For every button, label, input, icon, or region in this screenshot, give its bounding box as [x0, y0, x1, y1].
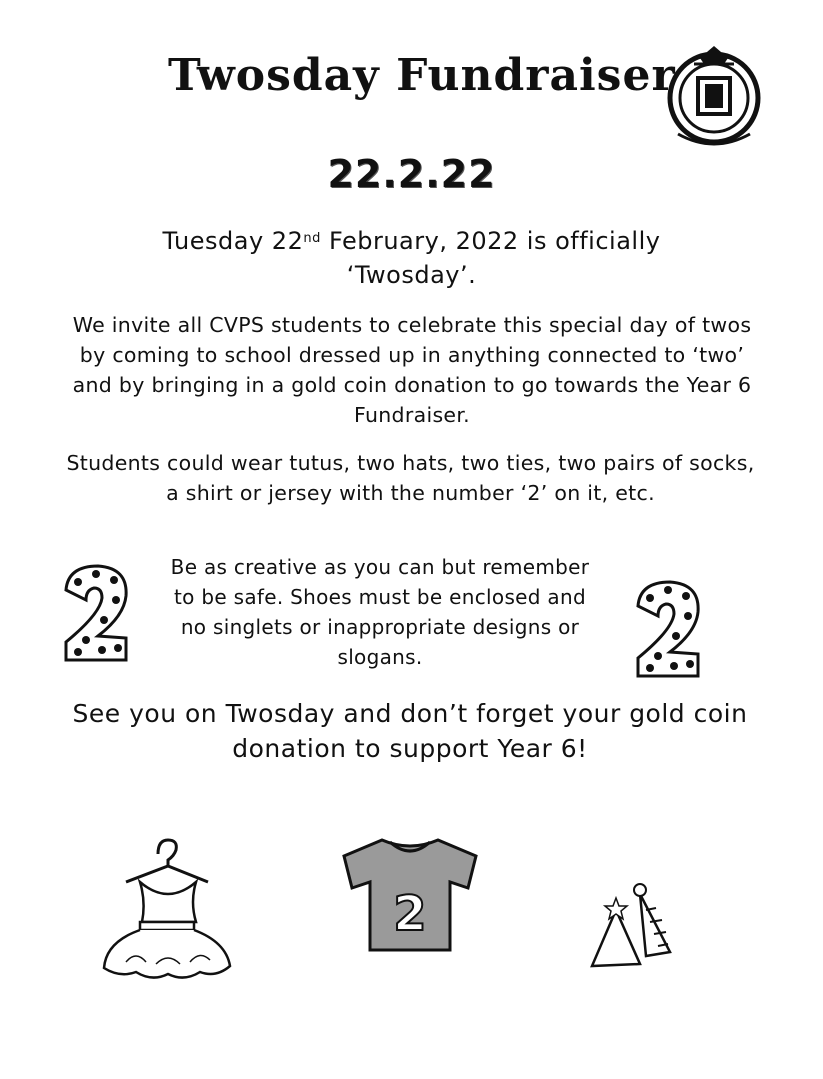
safety-paragraph: Be as creative as you can but remember to be safe. Shoes must be enclosed and no singlets or inappropriate designs or slogans.: [170, 555, 590, 669]
page-title: Twosday Fundraiser: [168, 50, 676, 101]
party-hats-icon: [586, 880, 676, 972]
ideas-paragraph: Students could wear tutus, two hats, two ties, two pairs of socks, a shirt or jersey with the number ‘2’ on it, etc.: [66, 451, 755, 505]
polka-dot-two-icon: [628, 576, 718, 686]
number-two-shirt-icon: [330, 830, 490, 958]
tutu-dress-icon: [96, 832, 236, 992]
ordinal-suffix: nd: [303, 231, 321, 246]
intro-paragraph: [100, 224, 723, 292]
closing-paragraph: See you on Twosday and don’t forget your gold coin donation to support Year 6!: [72, 699, 748, 763]
intro-line-start: Tuesday 22: [162, 227, 304, 255]
twosday-label: ‘Twosday’.: [346, 261, 477, 289]
intro-line-end: February, 2022 is officially: [320, 227, 661, 255]
event-date: 22.2.22: [327, 152, 496, 196]
polka-dot-two-icon: [56, 560, 146, 670]
school-crest-logo: [658, 38, 770, 150]
shirt-number: 2: [393, 886, 427, 942]
invite-paragraph: We invite all CVPS students to celebrate this special day of twos by coming to school dressed up in anything connected to ‘two’ and by bringing in a gold coin donation to go towards the Year 6 Fundraiser.: [72, 313, 752, 427]
